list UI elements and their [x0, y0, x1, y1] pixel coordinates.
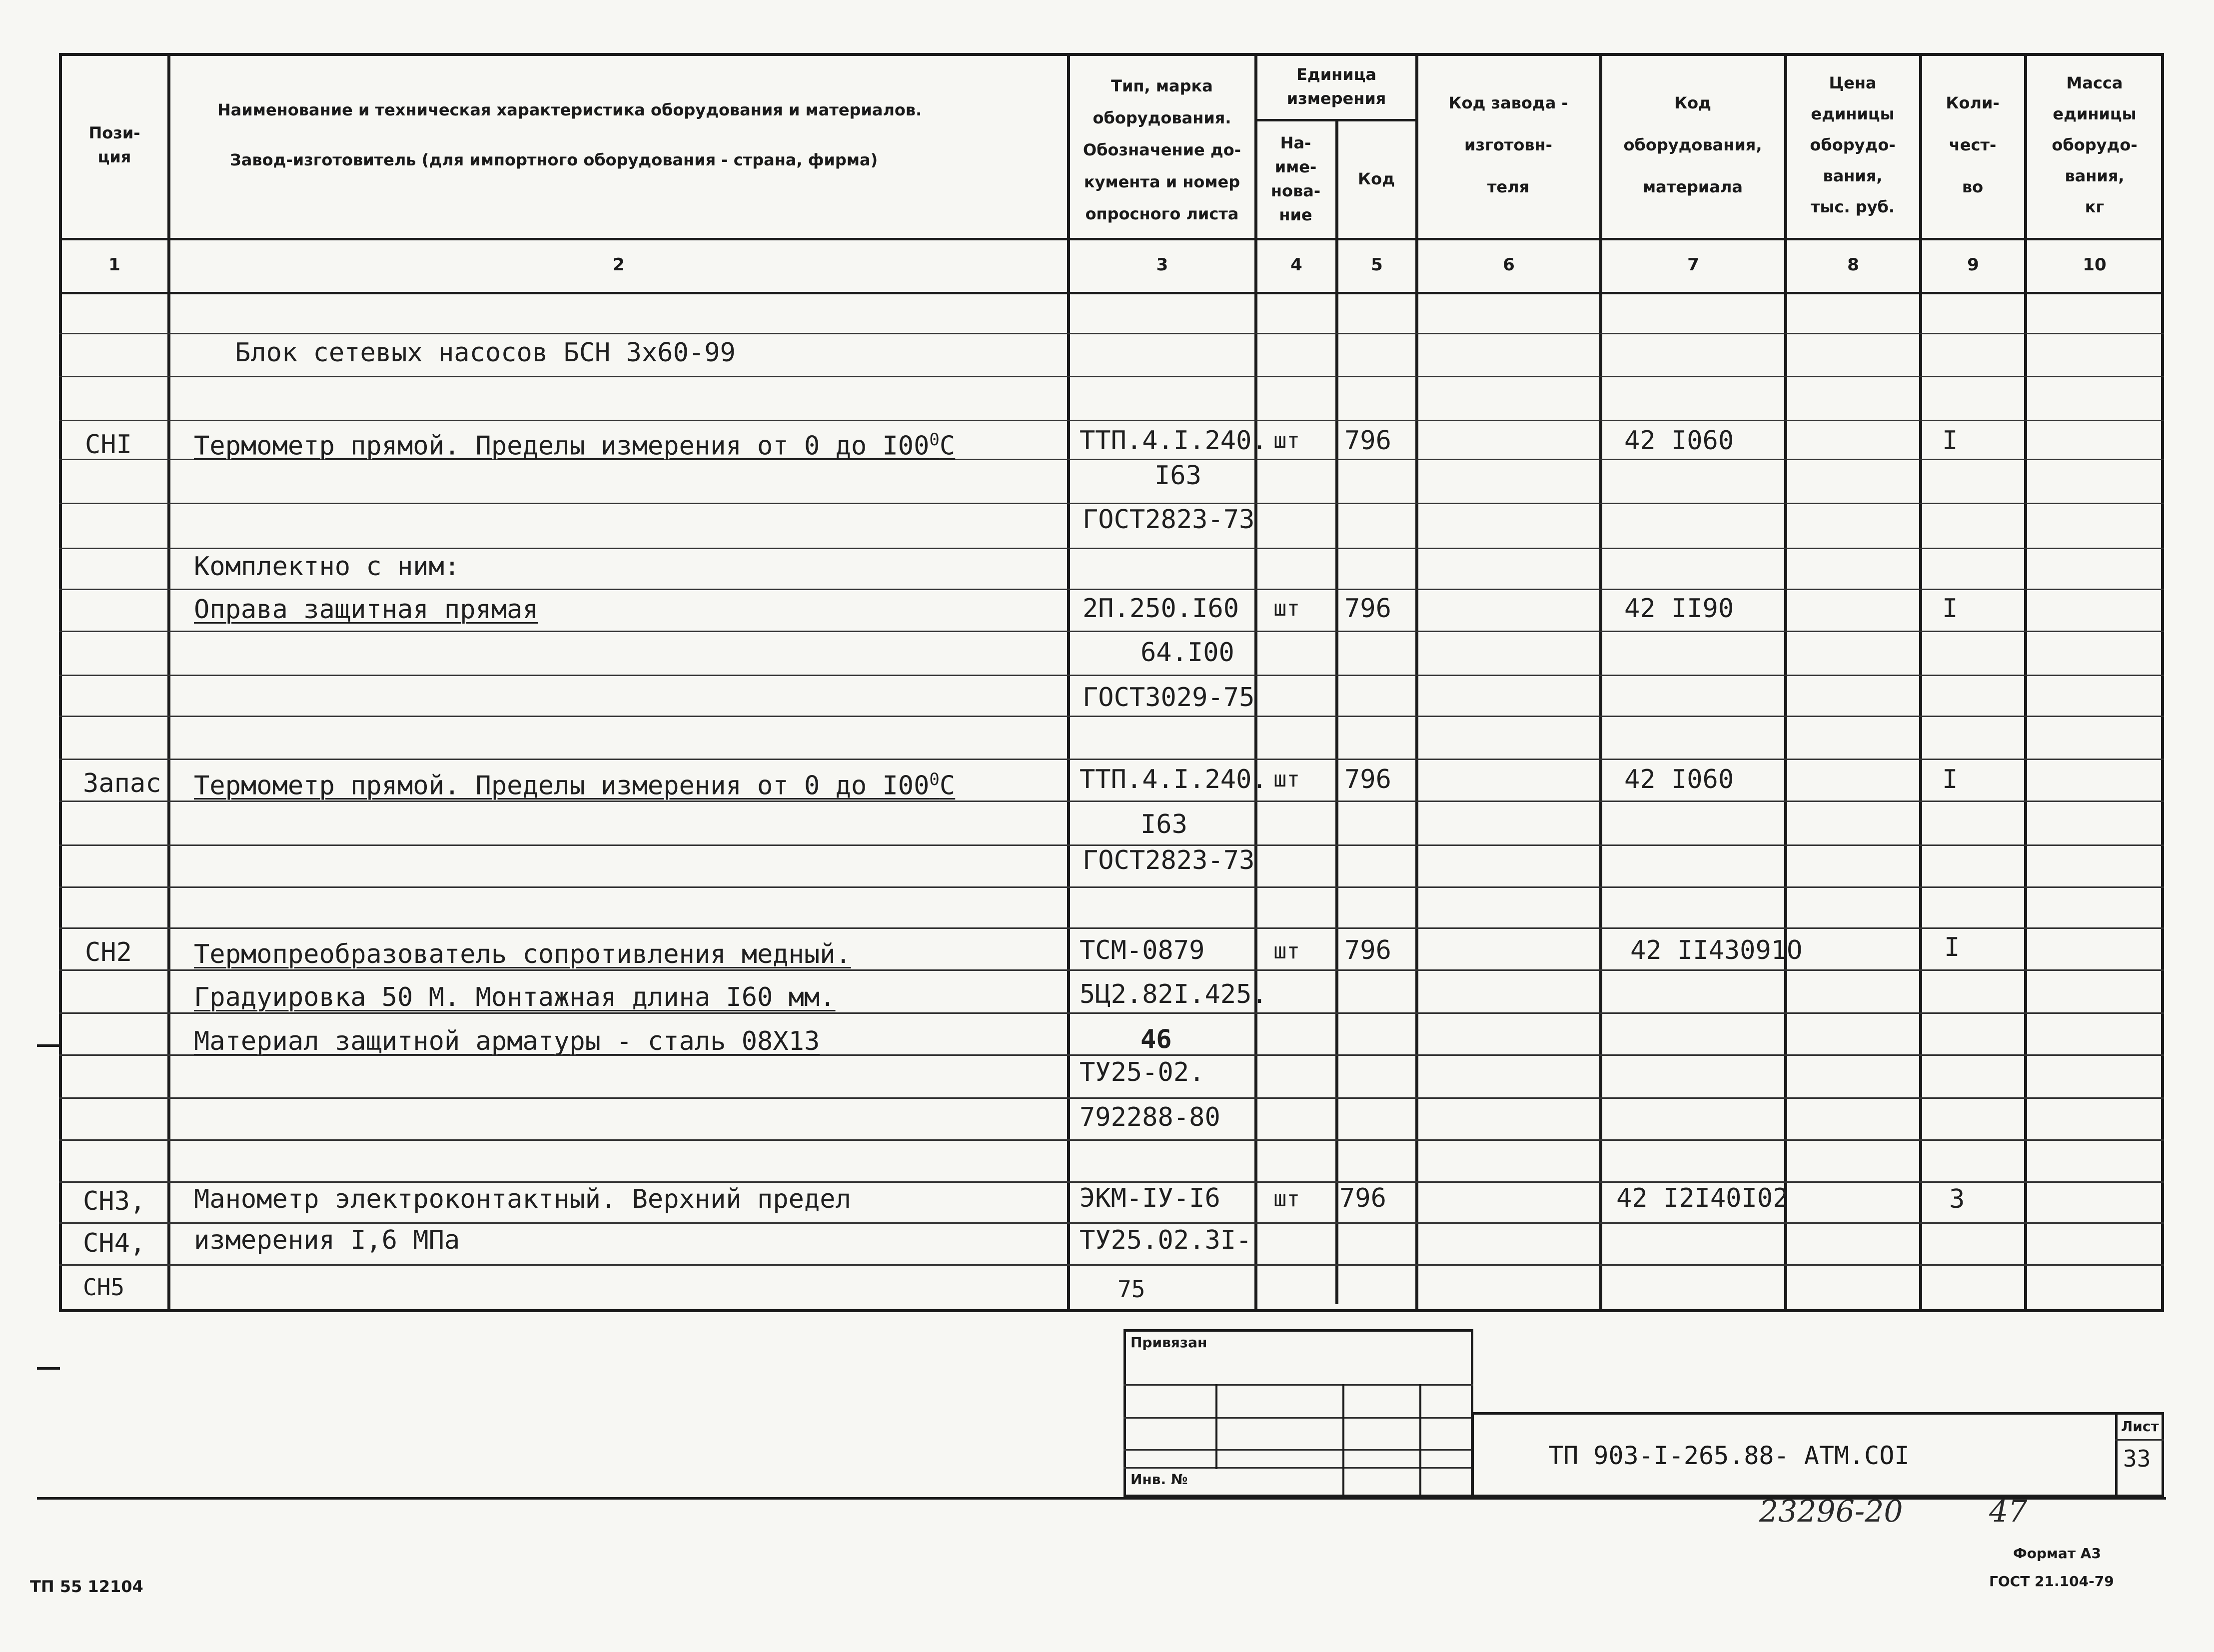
row-type: 46: [1140, 1024, 1172, 1054]
col-divider: [1335, 120, 1338, 1304]
row-line: [59, 759, 2164, 760]
row-name: Комплектно с ним:: [194, 552, 460, 582]
number-row-bottom: [59, 292, 2164, 294]
row-type: ТУ25-02.: [1080, 1057, 1205, 1087]
row-type: ТТП.4.I.240.: [1080, 426, 1267, 456]
col-number: 3: [1156, 255, 1168, 275]
row-position: Запас: [83, 769, 161, 799]
row-unit: шт: [1273, 767, 1300, 792]
row-unit: шт: [1273, 596, 1300, 621]
row-type: I63: [1140, 810, 1187, 839]
header-type: Тип, марка оборудования. Обозначение до- кумента и номер опросного листа: [1083, 76, 1241, 223]
row-type: ГОСТ2823-73: [1083, 845, 1255, 875]
row-line: [59, 927, 2164, 929]
row-line: [59, 969, 2164, 971]
row-unit-code: 796: [1344, 935, 1391, 965]
row-line: [59, 1012, 2164, 1014]
stamp-designation: ТП 903-I-265.88- АТМ.COI: [1548, 1441, 1910, 1470]
row-qty: I: [1942, 594, 1958, 624]
row-line: [59, 1222, 2164, 1224]
row-type: ТУ25.02.3I-: [1080, 1225, 1252, 1255]
row-type: 64.I00: [1140, 638, 1234, 668]
col-number: 1: [108, 255, 120, 275]
row-position: СН4,: [83, 1228, 146, 1258]
row-line: [59, 675, 2164, 676]
stamp-divider: [1215, 1384, 1217, 1469]
stamp-line: [2115, 1439, 2164, 1441]
row-line: [59, 503, 2164, 504]
gost-label: ГОСТ 21.104-79: [1989, 1573, 2114, 1590]
row-line: [59, 1264, 2164, 1266]
unit-group-divider: [1254, 119, 1417, 121]
col-number: 10: [2083, 255, 2107, 275]
stamp-inv-number: Инв. №: [1130, 1471, 1188, 1488]
row-type: 5Ц2.82I.425.: [1080, 979, 1267, 1009]
row-line: [59, 548, 2164, 549]
row-type: 2П.250.I60: [1083, 594, 1239, 624]
col-number: 6: [1503, 255, 1515, 275]
row-name: Материал защитной арматуры - сталь 08Х13: [194, 1026, 820, 1056]
row-qty: 3: [1949, 1184, 1965, 1214]
header-maker-code: Код завода - изготовн- теля: [1448, 93, 1568, 196]
col-number: 7: [1687, 255, 1699, 275]
row-line: [59, 801, 2164, 802]
row-type: ГОСТ3029-75: [1083, 683, 1255, 713]
header-qty: Коли- чест- во: [1946, 93, 2000, 196]
stamp-divider: [1419, 1384, 1421, 1497]
stamp-divider: [1342, 1384, 1344, 1497]
row-qty: I: [1942, 765, 1958, 795]
row-qty: I: [1944, 932, 1960, 962]
stamp-divider: [2115, 1412, 2118, 1497]
row-line: [59, 1139, 2164, 1141]
row-line: [59, 886, 2164, 888]
row-equip-code: 42 II90: [1624, 594, 1734, 624]
row-unit: шт: [1273, 1186, 1300, 1212]
row-name: Термометр прямой. Пределы измерения от 0 до $I00^0С$: [194, 770, 956, 801]
row-name: Термопреобразователь сопротивления медный.: [194, 939, 851, 969]
header-name-line1: Наименование и техническая характеристика оборудования и материалов.: [217, 100, 922, 119]
col-number: 9: [1967, 255, 1979, 275]
row-type: 75: [1117, 1276, 1145, 1303]
row-line: [59, 333, 2164, 334]
edge-tick: [37, 1044, 60, 1047]
row-name: Оправа защитная прямая: [194, 595, 538, 625]
row-line: [59, 1097, 2164, 1099]
header-name-line2: Завод-изготовитель (для импортного оборудования - страна, фирма): [230, 150, 878, 169]
col-number: 5: [1371, 255, 1383, 275]
row-type: ТСМ-0879: [1080, 935, 1205, 965]
row-equip-code: 42 I060: [1624, 765, 1734, 795]
handwritten-number-2: 47: [1989, 1494, 2028, 1529]
row-position: СНI: [85, 430, 132, 460]
row-name: Блок сетевых насосов БСН 3х60-99: [235, 338, 736, 368]
row-position: СН5: [83, 1274, 125, 1301]
edge-tick: [37, 1367, 60, 1370]
row-name: Манометр электроконтактный. Верхний предел: [194, 1184, 851, 1214]
tp-label: ТП 55 12104: [30, 1577, 143, 1596]
row-type: I63: [1154, 461, 1201, 491]
row-unit: шт: [1273, 938, 1300, 964]
row-line: [59, 420, 2164, 421]
header-equip-code: Код оборудования, материала: [1623, 93, 1762, 196]
row-equip-code: 42 I060: [1624, 426, 1734, 456]
row-unit: шт: [1273, 428, 1300, 453]
row-unit-code: 796: [1344, 594, 1391, 624]
row-line: [59, 631, 2164, 632]
row-qty: I: [1942, 426, 1958, 456]
row-name: Градуировка 50 М. Монтажная длина I60 мм.: [194, 982, 836, 1012]
format-label: Формат А3: [2013, 1545, 2101, 1562]
col-number: 8: [1847, 255, 1859, 275]
row-line: [59, 376, 2164, 377]
header-price: Цена единицы оборудо- вания, тыс. руб.: [1810, 73, 1896, 216]
row-name: Термометр прямой. Пределы измерения от 0 до $I00^0С$: [194, 430, 956, 461]
row-name: измерения I,6 МПа: [194, 1225, 460, 1255]
header-unit-code: Код: [1358, 169, 1395, 188]
row-line: [59, 716, 2164, 717]
col-number: 4: [1290, 255, 1302, 275]
row-type: 792288-80: [1080, 1102, 1220, 1132]
header-position: Пози- ция: [88, 123, 140, 166]
row-equip-code: 42 I2I40I02: [1616, 1183, 1789, 1213]
row-line: [59, 1181, 2164, 1183]
row-position: СН2: [85, 937, 132, 967]
row-unit-code: 796: [1339, 1183, 1386, 1213]
row-type: ГОСТ2823-73: [1083, 505, 1255, 535]
stamp-list-number: 33: [2123, 1445, 2151, 1472]
stamp-privyazan: Привязан: [1130, 1334, 1207, 1351]
row-type: ТТП.4.I.240.: [1080, 765, 1267, 795]
row-type: ЭКМ-IУ-I6: [1080, 1183, 1220, 1213]
row-unit-code: 796: [1344, 765, 1391, 795]
header-mass: Масса единицы оборудо- вания, кг: [2052, 73, 2138, 216]
row-line: [59, 589, 2164, 590]
row-position: СН3,: [83, 1186, 146, 1216]
header-unit-name: На- име- нова- ние: [1270, 133, 1321, 224]
row-unit-code: 796: [1344, 426, 1391, 456]
stamp-list-label: Лист: [2121, 1418, 2159, 1435]
header-unit-group: Единица измерения: [1286, 65, 1386, 108]
handwritten-number: 23296-20: [1759, 1494, 1903, 1529]
row-equip-code: 42 II43091О: [1630, 935, 1803, 965]
col-number: 2: [613, 255, 625, 275]
